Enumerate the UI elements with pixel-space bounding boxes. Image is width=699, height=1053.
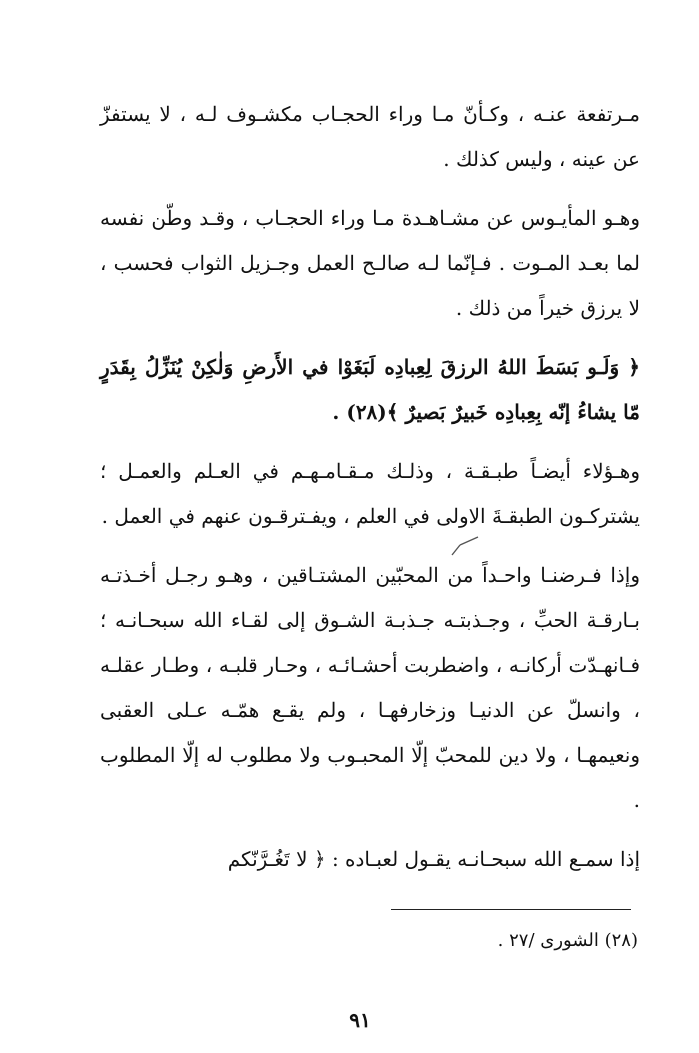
footnote-separator [391,909,631,910]
paragraph-4: وإذا فـرضنـا واحـداً من المحبّين المشتـاقين ، وهـو رجـل أخـذتـه بـارقـة الحبِّ ، وجـذبتـه جـذبـة الشـوق إلى لقـاء الله سبحـانـه ؛ فـانهـدّت أركانـه ، واضطربت أحشـائـه ، وحـار قلبـه ، وطـار عقلـه ، وانسلّ عن الدنيـا وزخارفهـا ، ولم يقـع همّـه عـلى العقبى ونعيمهـا ، ولا دين للمحبّ إلّا المحبـوب ولا مطلوب له إلّا المطلوب . [100,563,640,812]
body-text [100,92,640,896]
paragraph-3: وهـؤلاء أيضـاً طبـقـة ، وذلـك مـقـامـهـم في العـلم والعمـل ؛ يشتركـون الطبقـةَ الاولى في العلم ، ويفـترقـون عنهم في العمل . [100,459,640,528]
pencil-mark-icon [448,533,482,559]
paragraph-5: إذا سمـع الله سبحـانـه يقـول لعبـاده : ﴿ لا تَغُـرَّنّكم [227,847,640,871]
paragraph-1: مـرتفعة عنـه ، وكـأنّ مـا وراء الحجـاب مكشـوف لـه ، لا يستفزّ عن عينه ، وليس كذلك . [100,102,640,171]
footnote: (٢٨) الشورى /٢٧ . [497,930,638,951]
page-number: ٩١ [349,1008,371,1032]
paragraph-2: وهـو المأيـوس عن مشـاهـدة مـا وراء الحجـاب ، وقـد وطّن نفسه لما بعـد المـوت . فـإنّما لـه صالـح العمل وجـزيل الثواب فحسب ، لا يرزق خيراً من ذلك . [100,206,640,320]
quran-verse: ﴿ وَلَـو بَسَطَ اللهُ الرزقَ لِعِبادِه لَبَغَوْا في الأَرضِ وَلٰكِنْ يُنَزِّلُ بِقَدَرٍ مّا يشاءُ إنّه بِعِبادِه خَبيرٌ بَصيرٌ ﴾(٢٨) . [100,355,640,424]
